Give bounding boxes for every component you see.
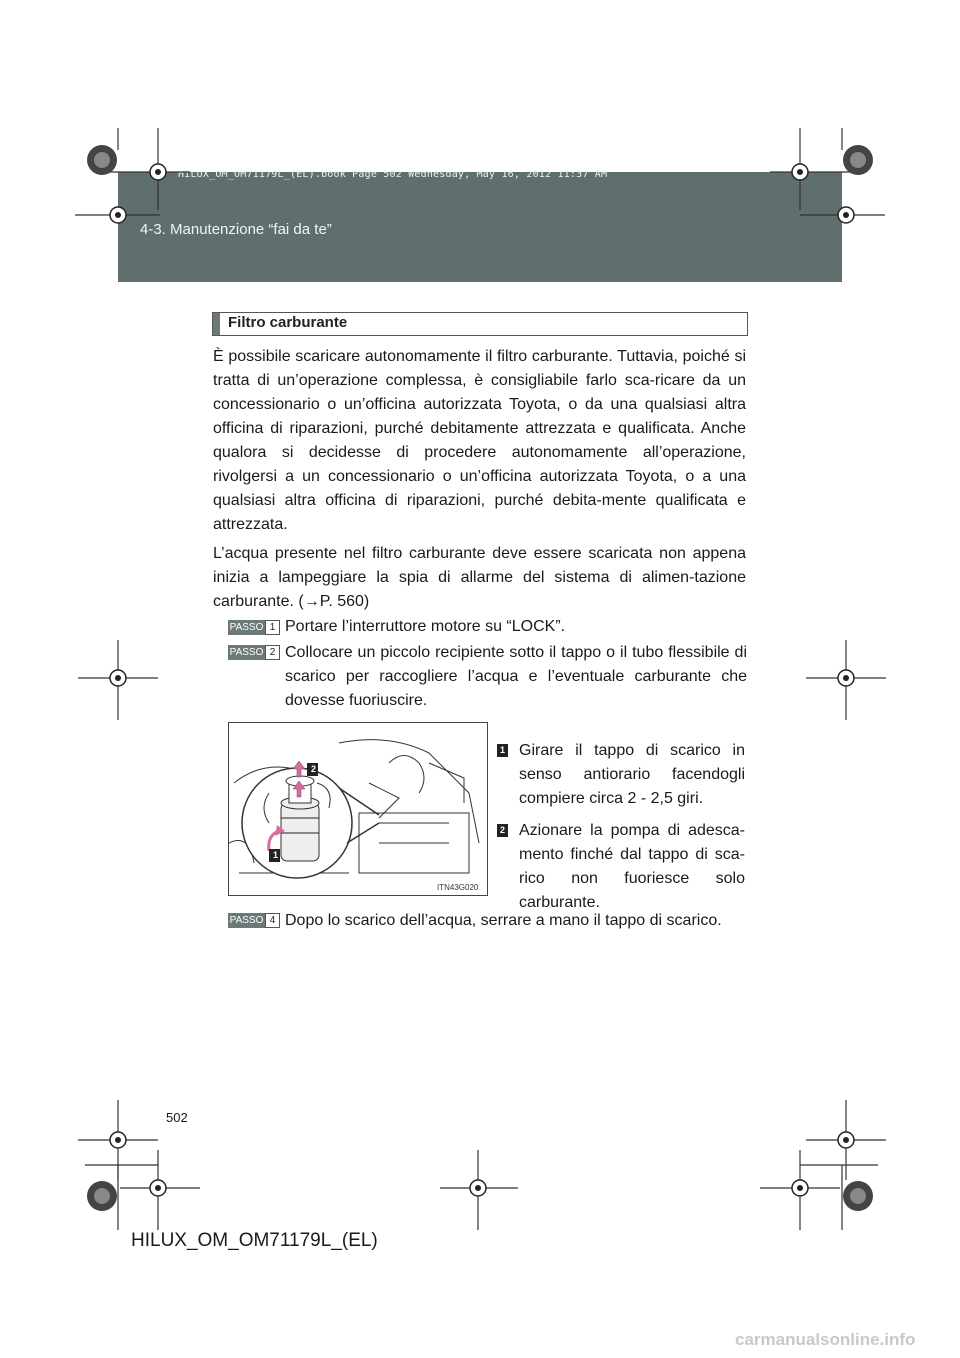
sub-item-1-number: 1 xyxy=(497,744,508,757)
step-4-text: Dopo lo scarico dell’acqua, serrare a mano il tappo di scarico. xyxy=(285,912,722,929)
sub-item-2 xyxy=(497,819,747,915)
figure-code: ITN43G020 xyxy=(437,883,479,892)
section-label: 4-3. Manutenzione “fai da te” xyxy=(140,221,332,238)
section-heading-box xyxy=(212,312,748,336)
book-stamp: HILUX_OM_OM71179L_(EL).book Page 502 Wednesday, May 16, 2012 11:37 AM xyxy=(178,169,608,180)
callout-1: 1 xyxy=(272,850,278,860)
callout-2: 2 xyxy=(310,764,316,774)
watermark: carmanualsonline.info xyxy=(735,1330,916,1349)
step-2-text: Collocare un piccolo recipiente sotto il tappo o il tubo flessibile di scarico per raccogliere l’acqua e l’eventuale carburante che dovesse fuoriuscire. xyxy=(285,644,747,709)
intro-paragraph: È possibile scaricare autonomamente il filtro carburante. Tuttavia, poiché si tratta di un’operazione complessa, è consigliabile farlo sca-ricare da un concessionario o un’officina autorizzata Toyota, o da una qualsiasi altra officina di riparazioni, purché debitamente attrezzata e qualificata. Anche qualora si decidesse di procedere autonomamente all’operazione, rivolgersi a un concessionario o un’officina autorizzata Toyota, o a una qualsiasi altra officina di riparazioni, purché debita-mente qualificata e attrezzata. xyxy=(213,348,746,533)
step-2-badge: PASSO 2 xyxy=(228,645,279,665)
step-1-badge: PASSO 1 xyxy=(228,620,279,640)
sub-item-2-text: Azionare la pompa di adesca-mento finché dal tappo di sca-rico non fuoriesce solo carburante. xyxy=(519,822,745,911)
warning-paragraph: L’acqua presente nel filtro carburante deve essere scaricata non appena inizia a lampeggiare la spia di allarme del sistema di alimen-tazione carburante. (→P. 560) xyxy=(213,545,746,610)
step-1-text: Portare l’interruttore motore su “LOCK”. xyxy=(285,618,566,635)
page-number: 502 xyxy=(166,1110,188,1125)
section-heading: Filtro carburante xyxy=(228,314,348,331)
heading-accent-bar xyxy=(213,313,220,335)
step-4-badge: PASSO 4 xyxy=(228,913,279,933)
footer-document-id: HILUX_OM_OM71179L_(EL) xyxy=(131,1230,378,1251)
sub-item-2-number: 2 xyxy=(497,824,508,837)
fuel-filter-illustration xyxy=(228,722,488,896)
sub-item-1 xyxy=(497,739,747,811)
sub-item-1-text: Girare il tappo di scarico in senso antiorario facendogli compiere circa 2 - 2,5 giri. xyxy=(519,742,745,807)
